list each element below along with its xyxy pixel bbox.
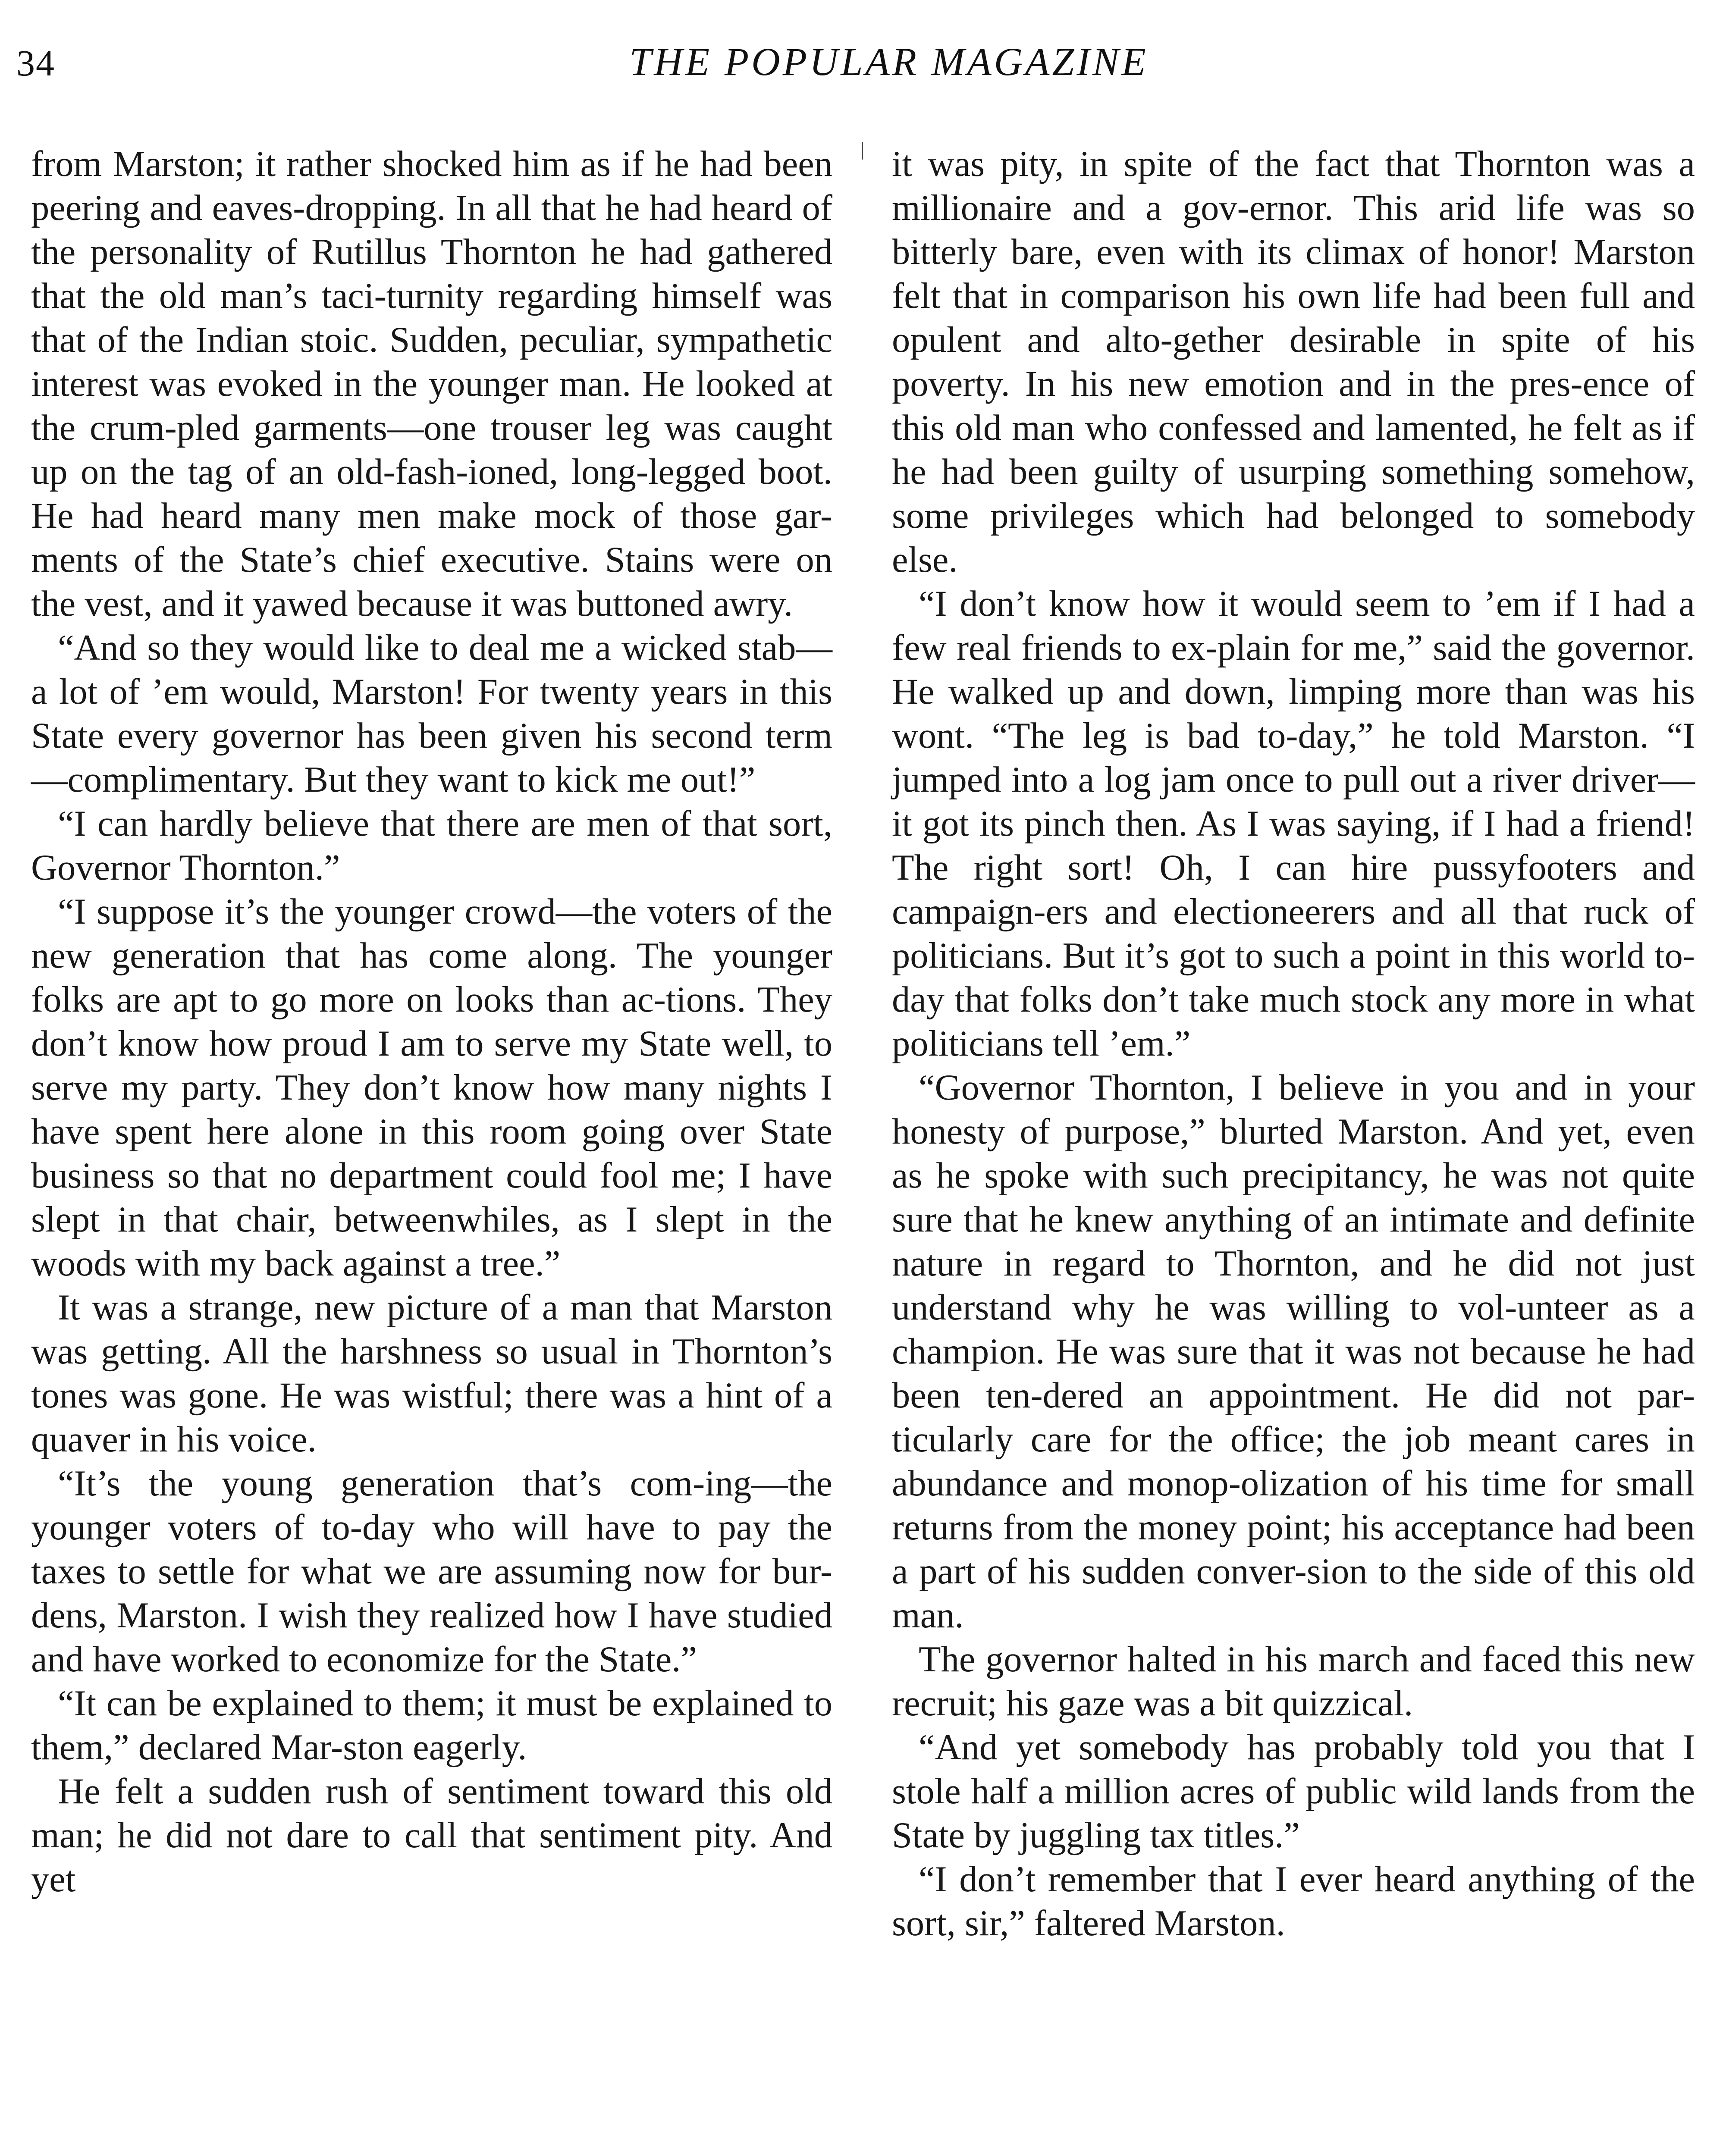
left-text-column (31, 142, 832, 1902)
paragraph: it was pity, in spite of the fact that Thornton was a millionaire and a gov-ernor. This arid life was so bitterly bare, even with its climax of honor! Marston felt that in comparison his own life had been full and opulent and alto-gether desirable in spite of his poverty. In his new emotion and in the pres-ence of this old man who confessed and lamented, he felt as if he had been guilty of usurping something somehow, some privileges which had belonged to somebody else. (892, 144, 1695, 580)
page-number: 34 (16, 42, 55, 84)
paragraph: “I don’t remember that I ever heard anything of the sort, sir,” faltered Marston. (892, 1859, 1695, 1943)
paragraph: “I can hardly believe that there are men of that sort, Governor Thornton.” (31, 804, 832, 888)
paragraph: from Marston; it rather shocked him as if he had been peering and eaves-dropping. In all that he had heard of the personality of Rutillus Thornton he had gathered that the old man’s taci-turnity regarding himself was that of the Indian stoic. Sudden, peculiar, sympathetic interest was evoked in the younger man. He looked at the crum-pled garments—one trouser leg was caught up on the tag of an old-fash-ioned, long-legged boot. He had heard many men make mock of those gar-ments of the State’s chief executive. Stains were on the vest, and it yawed because it was buttoned awry. (31, 144, 832, 624)
paragraph: The governor halted in his march and faced this new recruit; his gaze was a bit quizzical. (892, 1639, 1695, 1724)
paragraph: “It can be explained to them; it must be explained to them,” declared Mar-ston eagerly. (31, 1683, 832, 1767)
right-text-column (892, 142, 1695, 1946)
paragraph: He felt a sudden rush of sentiment toward this old man; he did not dare to call that sentiment pity. And yet (31, 1771, 832, 1899)
paragraph: “And yet somebody has probably told you that I stole half a million acres of public wild lands from the State by juggling tax titles.” (892, 1727, 1695, 1855)
column-divider (862, 142, 863, 160)
paragraph: “I suppose it’s the younger crowd—the voters of the new generation that has come along. The younger folks are apt to go more on looks than ac-tions. They don’t know how proud I am to serve my State well, to serve my party. They don’t know how many nights I have spent here alone in this room going over State business so that no department could fool me; I have slept in that chair, betweenwhiles, as I slept in the woods with my back against a tree.” (31, 892, 832, 1284)
paragraph: “And so they would like to deal me a wicked stab—a lot of ’em would, Marston! For twenty years in this State every governor has been given his second term—complimentary. But they want to kick me out!” (31, 628, 832, 800)
paragraph: “Governor Thornton, I believe in you and in your honesty of purpose,” blurted Marston. And yet, even as he spoke with such precipitancy, he was not quite sure that he knew anything of an intimate and definite nature in regard to Thornton, and he did not just understand why he was willing to vol-unteer as a champion. He was sure that it was not because he had been ten-dered an appointment. He did not par-ticularly care for the office; the job meant cares in abundance and monop-olization of his time for small returns from the money point; his acceptance had been a part of his sudden conver-sion to the side of this old man. (892, 1068, 1695, 1636)
paragraph: “It’s the young generation that’s com-ing—the younger voters of to-day who will have to pay the taxes to settle for what we are assuming now for bur-dens, Marston. I wish they realized how I have studied and have worked to economize for the State.” (31, 1463, 832, 1680)
paragraph: It was a strange, new picture of a man that Marston was getting. All the harshness so usual in Thornton’s tones was gone. He was wistful; there was a hint of a quaver in his voice. (31, 1288, 832, 1460)
paragraph: “I don’t know how it would seem to ’em if I had a few real friends to ex-plain for me,” said the governor. He walked up and down, limping more than was his wont. “The leg is bad to-day,” he told Marston. “I jumped into a log jam once to pull out a river driver—it got its pinch then. As I was saying, if I had a friend! The right sort! Oh, I can hire pussyfooters and campaign-ers and electioneerers and all that ruck of politicians. But it’s got to such a point in this world to-day that folks don’t take much stock any more in what politicians tell ’em.” (892, 584, 1695, 1064)
running-head-title: THE POPULAR MAGAZINE (629, 40, 1149, 84)
